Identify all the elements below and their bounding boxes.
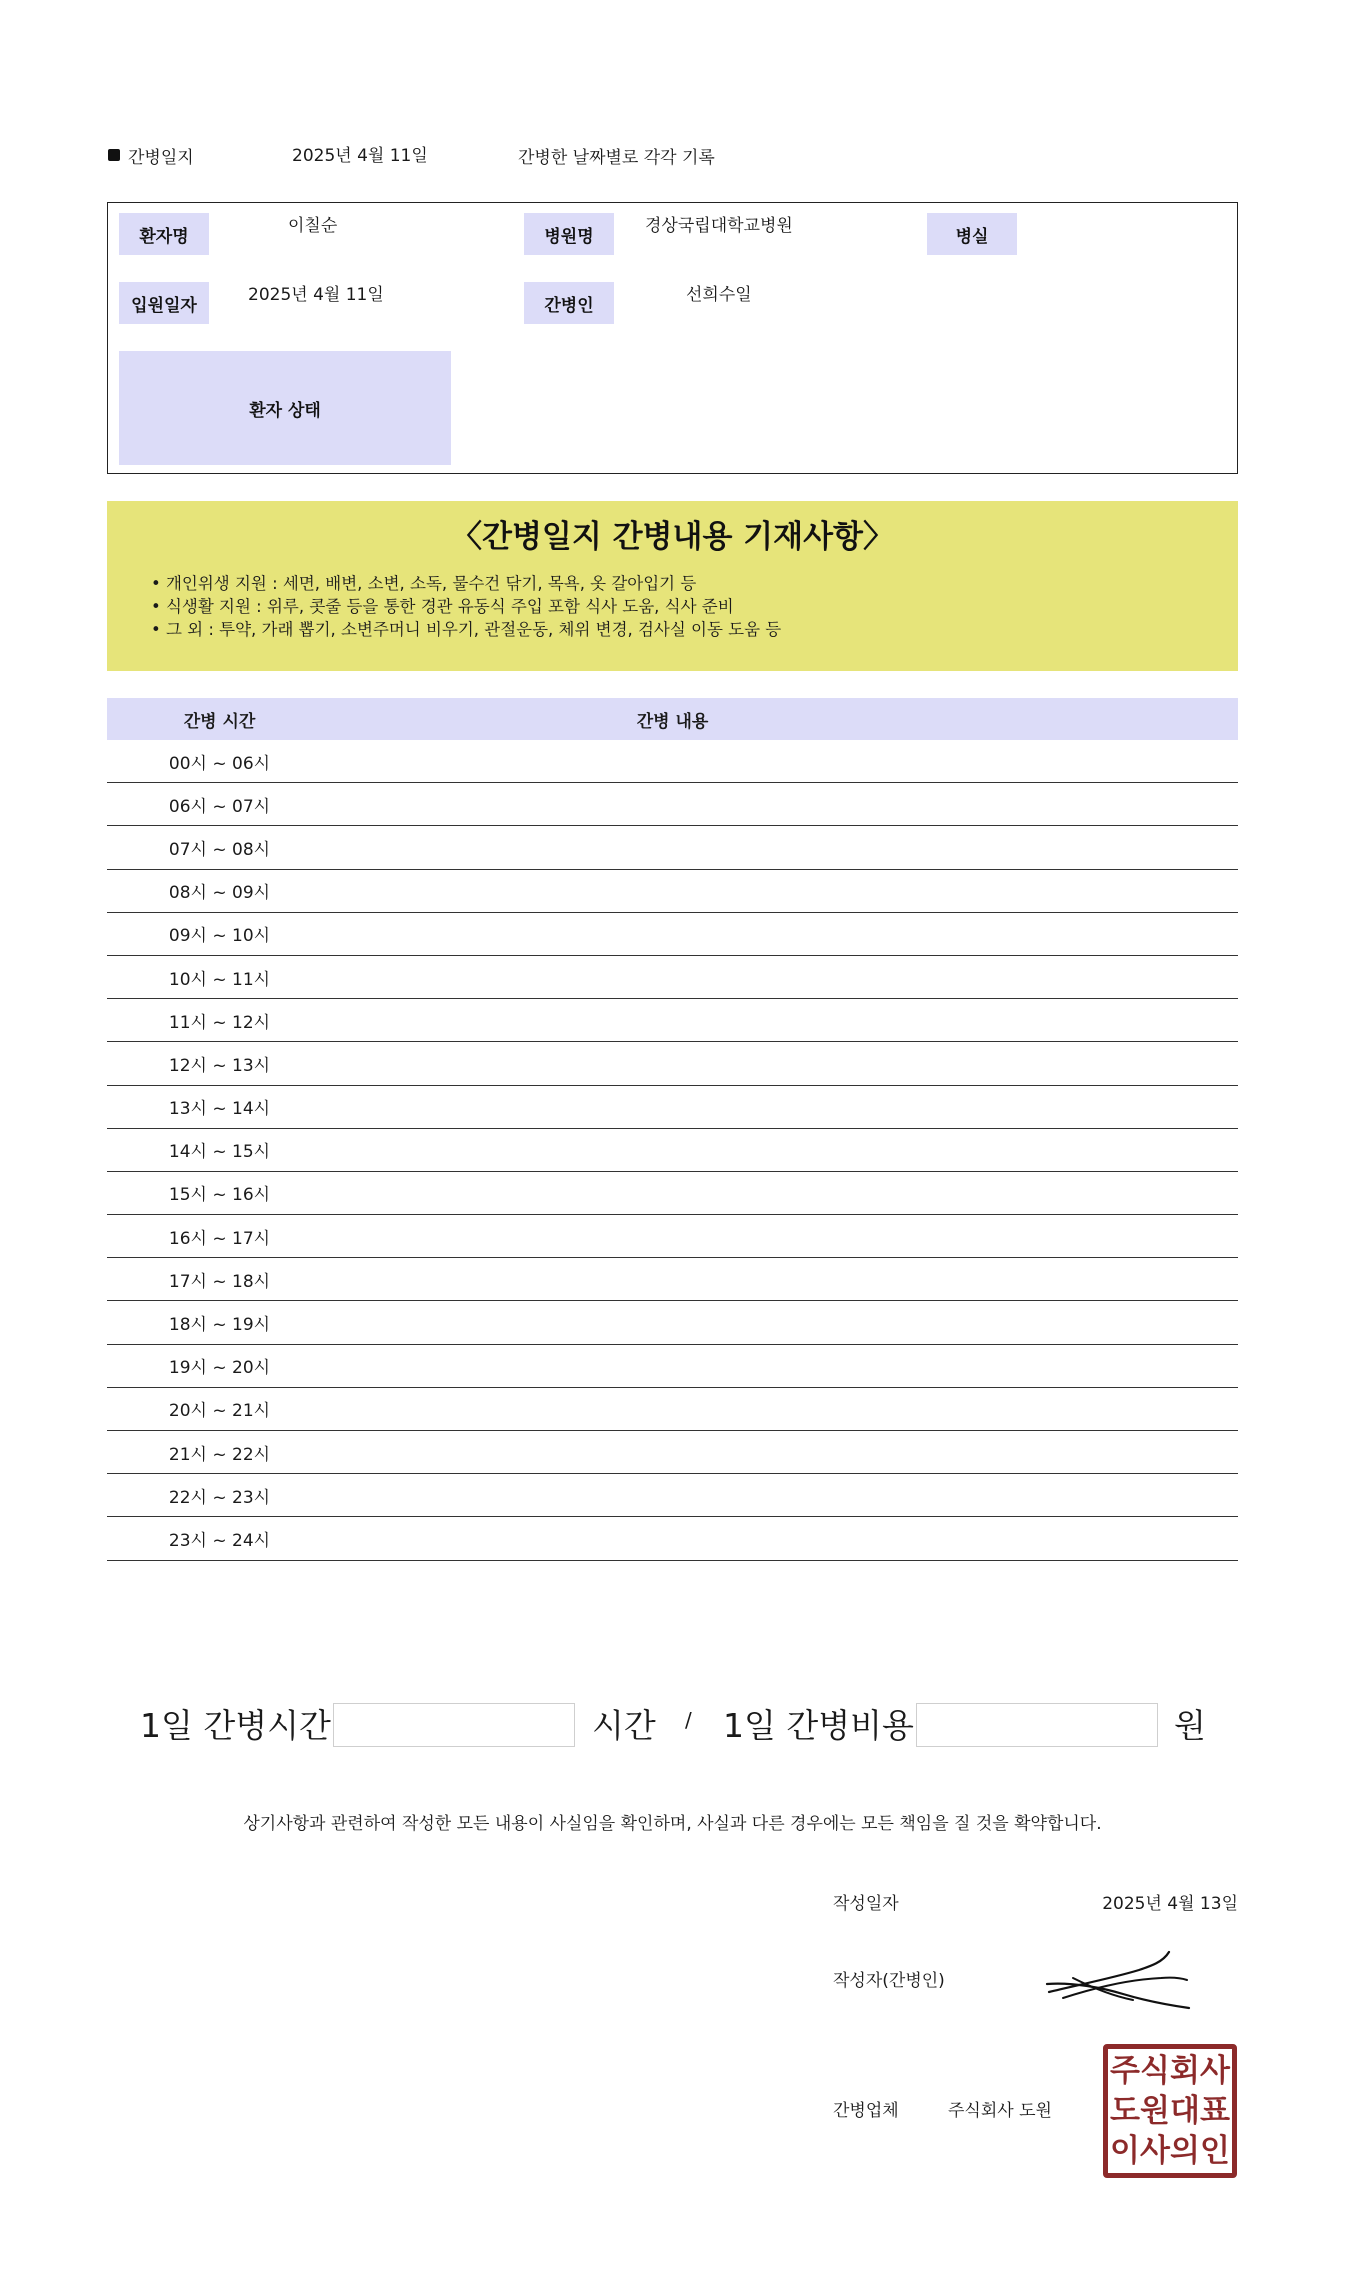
caregiver-label: 간병인 [524, 282, 614, 324]
care-content-cell[interactable] [332, 999, 1238, 1041]
patient-status-label: 환자 상태 [119, 351, 451, 465]
time-slot-cell: 23시 ~ 24시 [168, 1530, 271, 1551]
table-row [107, 999, 1238, 1042]
company-value: 주식회사 도원 [948, 2101, 1052, 2121]
table-row [107, 1388, 1238, 1431]
time-slot-cell: 06시 ~ 07시 [168, 796, 271, 817]
stamp-char: 의 [1170, 2132, 1200, 2169]
stamp-char: 사 [1140, 2132, 1170, 2169]
care-schedule-table [107, 698, 1238, 1561]
time-slot-cell: 22시 ~ 23시 [168, 1487, 271, 1508]
care-content-cell[interactable] [332, 1301, 1238, 1343]
table-row [107, 1215, 1238, 1258]
table-row [107, 913, 1238, 956]
company-label: 간병업체 [833, 2101, 899, 2121]
daily-hours-label: 1일 간병시간 [140, 1706, 331, 1745]
table-header [107, 698, 1238, 740]
col-content-header: 간병 내용 [636, 711, 709, 732]
daily-hours-input[interactable] [333, 1703, 575, 1747]
guidance-item: • 그 외 : 투약, 가래 뽑기, 소변주머니 비우기, 관절운동, 체위 변경, 검사실 이동 도움 등 [151, 618, 781, 641]
care-content-cell[interactable] [332, 870, 1238, 912]
stamp-char: 원 [1140, 2092, 1170, 2129]
time-slot-cell: 10시 ~ 11시 [168, 969, 271, 990]
table-row [107, 1129, 1238, 1172]
table-row [107, 1301, 1238, 1344]
table-row [107, 870, 1238, 913]
table-row [107, 1258, 1238, 1301]
time-slot-cell: 20시 ~ 21시 [168, 1401, 271, 1422]
journal-title: 간병일지 [128, 148, 194, 168]
time-slot-cell: 13시 ~ 14시 [168, 1099, 271, 1120]
care-content-cell[interactable] [332, 1258, 1238, 1300]
square-bullet-icon [108, 149, 120, 161]
admission-date-value[interactable]: 2025년 4월 11일 [248, 285, 384, 305]
time-slot-cell: 21시 ~ 22시 [168, 1444, 271, 1465]
hospital-label: 병원명 [524, 213, 614, 255]
hospital-value[interactable]: 경상국립대학교병원 [645, 216, 793, 236]
time-slot-cell: 18시 ~ 19시 [168, 1315, 271, 1336]
guidance-list [151, 572, 781, 641]
table-row [107, 826, 1238, 869]
guidance-item: • 식생활 지원 : 위루, 콧줄 등을 통한 경관 유동식 주입 포함 식사 도움, 식사 준비 [151, 595, 781, 618]
time-slot-cell: 12시 ~ 13시 [168, 1055, 271, 1076]
table-row [107, 1345, 1238, 1388]
time-slot-cell: 17시 ~ 18시 [168, 1271, 271, 1292]
time-slot-cell: 16시 ~ 17시 [168, 1228, 271, 1249]
table-row [107, 1042, 1238, 1085]
time-slot-cell: 07시 ~ 08시 [168, 839, 271, 860]
stamp-char: 인 [1200, 2132, 1230, 2169]
cost-unit: 원 [1174, 1706, 1206, 1745]
guidance-title: 〈간병일지 간병내용 기재사항〉 [451, 519, 894, 555]
summary-divider: / [685, 1708, 692, 1732]
company-seal-stamp [1103, 2044, 1237, 2178]
care-content-cell[interactable] [332, 913, 1238, 955]
table-row [107, 740, 1238, 783]
journal-date: 2025년 4월 11일 [292, 146, 428, 166]
table-row [107, 1474, 1238, 1517]
care-content-cell[interactable] [332, 740, 1238, 782]
stamp-char: 표 [1200, 2092, 1230, 2129]
guidance-box [107, 501, 1238, 671]
care-content-cell[interactable] [332, 783, 1238, 825]
care-content-cell[interactable] [332, 1517, 1238, 1559]
time-slot-cell: 11시 ~ 12시 [168, 1012, 271, 1033]
care-content-cell[interactable] [332, 1172, 1238, 1214]
care-content-cell[interactable] [332, 1474, 1238, 1516]
stamp-char: 주 [1110, 2052, 1140, 2089]
stamp-char: 회 [1170, 2052, 1200, 2089]
daily-cost-input[interactable] [916, 1703, 1158, 1747]
writer-label: 작성자(간병인) [833, 1971, 945, 1991]
table-row [107, 1086, 1238, 1129]
caregiver-value[interactable]: 선희수일 [686, 285, 752, 305]
written-date-label: 작성일자 [833, 1894, 899, 1914]
time-slot-cell: 08시 ~ 09시 [168, 883, 271, 904]
journal-header [108, 143, 1238, 167]
care-content-cell[interactable] [332, 1129, 1238, 1171]
care-content-cell[interactable] [332, 1431, 1238, 1473]
stamp-char: 이 [1110, 2132, 1140, 2169]
hours-unit: 시간 [592, 1706, 656, 1745]
room-label: 병실 [927, 213, 1017, 255]
admission-label: 입원일자 [119, 282, 209, 324]
confirmation-statement: 상기사항과 관련하여 작성한 모든 내용이 사실임을 확인하며, 사실과 다른 경우에는 모든 책임을 질 것을 확약합니다. [243, 1814, 1102, 1834]
table-row [107, 1431, 1238, 1474]
patient-name-label: 환자명 [119, 213, 209, 255]
time-slot-cell: 19시 ~ 20시 [168, 1358, 271, 1379]
care-content-cell[interactable] [332, 1345, 1238, 1387]
col-time-header: 간병 시간 [183, 711, 256, 732]
stamp-char: 식 [1140, 2052, 1170, 2089]
written-date-value: 2025년 4월 13일 [1102, 1894, 1238, 1914]
care-content-cell[interactable] [332, 826, 1238, 868]
handwritten-signature [1043, 1948, 1193, 2016]
care-content-cell[interactable] [332, 956, 1238, 998]
time-slot-cell: 15시 ~ 16시 [168, 1185, 271, 1206]
patient-info-box [107, 202, 1238, 474]
care-content-cell[interactable] [332, 1388, 1238, 1430]
guidance-item: • 개인위생 지원 : 세면, 배변, 소변, 소독, 물수건 닦기, 목욕, 옷 갈아입기 등 [151, 572, 781, 595]
care-content-cell[interactable] [332, 1086, 1238, 1128]
journal-note: 간병한 날짜별로 각각 기록 [518, 148, 715, 168]
table-row [107, 783, 1238, 826]
time-slot-cell: 14시 ~ 15시 [168, 1142, 271, 1163]
care-content-cell[interactable] [332, 1042, 1238, 1084]
time-slot-cell: 00시 ~ 06시 [168, 753, 271, 774]
time-slot-cell: 09시 ~ 10시 [168, 926, 271, 947]
daily-summary [140, 1700, 1210, 1750]
stamp-char: 사 [1200, 2052, 1230, 2089]
table-row [107, 956, 1238, 999]
table-row [107, 1517, 1238, 1560]
patient-name-value[interactable]: 이칠순 [288, 216, 338, 236]
table-row [107, 1172, 1238, 1215]
care-content-cell[interactable] [332, 1215, 1238, 1257]
stamp-char: 대 [1170, 2092, 1200, 2129]
stamp-char: 도 [1110, 2092, 1140, 2129]
daily-cost-label: 1일 간병비용 [723, 1706, 914, 1745]
